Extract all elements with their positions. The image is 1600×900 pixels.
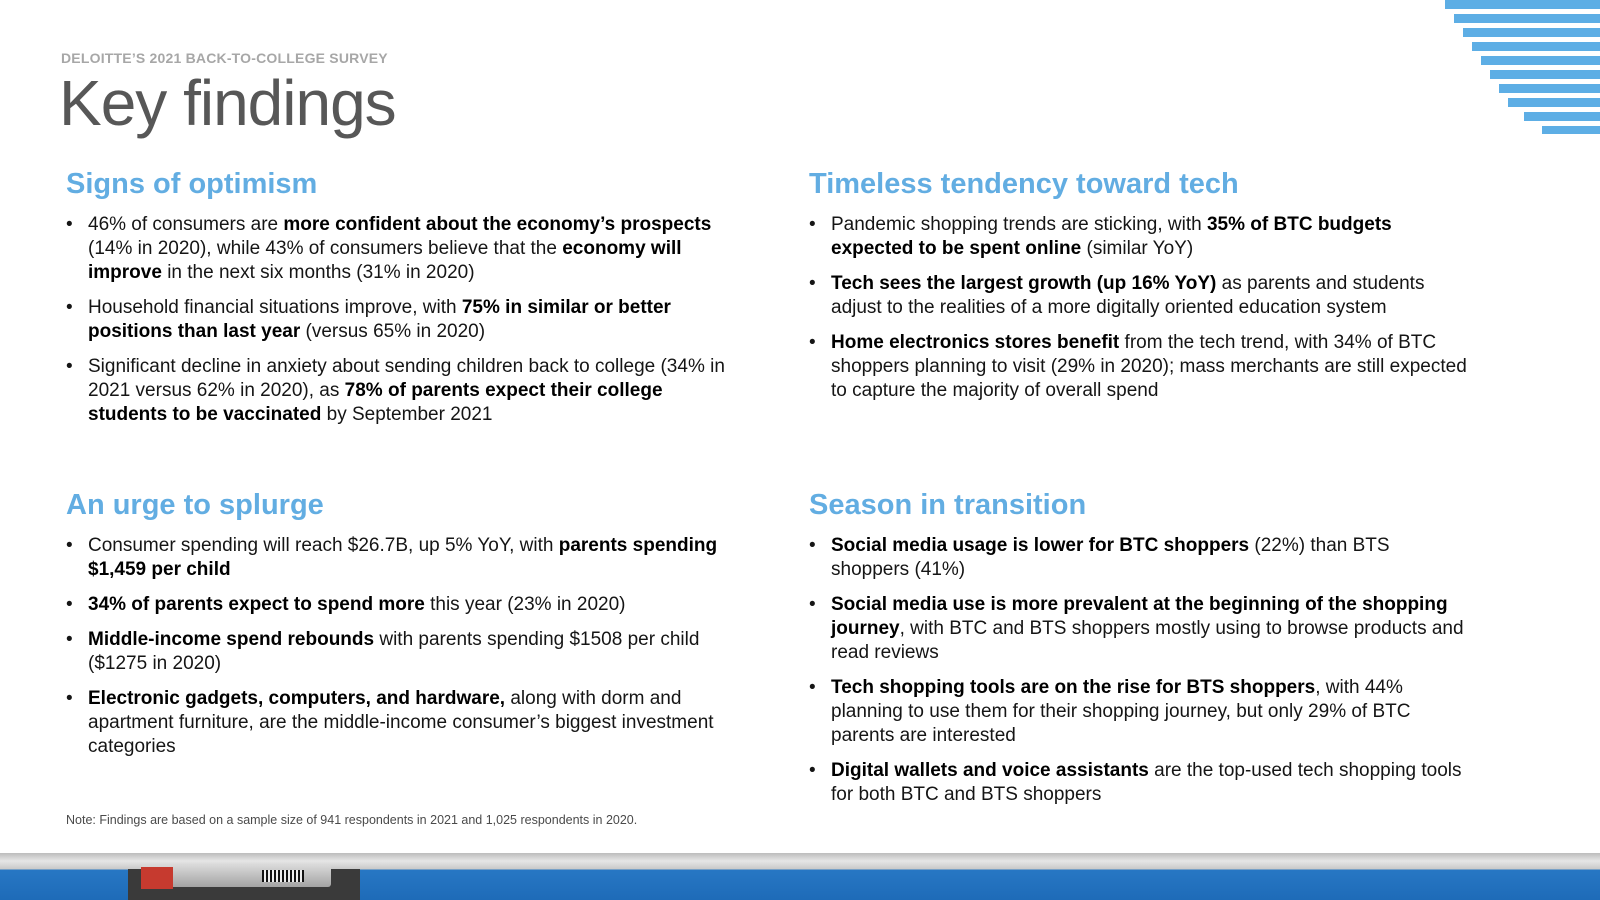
bullet-marker: • xyxy=(809,273,816,294)
section-heading: Timeless tendency toward tech xyxy=(809,168,1239,200)
bullet-marker: • xyxy=(66,688,73,709)
finding-highlight: 78% of parents expect their college students to be vaccinated xyxy=(88,380,663,425)
bullet-marker: • xyxy=(809,332,816,353)
bullet-marker: • xyxy=(809,214,816,235)
blue-stripes-graphic xyxy=(1445,0,1600,145)
page-title: Key findings xyxy=(59,67,396,139)
finding-highlight: Electronic gadgets, computers, and hardware, xyxy=(88,688,506,709)
finding-text: Pandemic shopping trends are sticking, with xyxy=(831,214,1207,235)
bullet-marker: • xyxy=(66,214,73,235)
finding-text: (22%) than BTS shoppers (41%) xyxy=(831,535,1390,580)
finding-highlight: more confident about the economy’s prospects xyxy=(283,214,712,235)
stripe xyxy=(1454,14,1600,23)
stripe xyxy=(1490,70,1600,79)
finding-item xyxy=(809,213,1469,261)
stripe xyxy=(1463,28,1600,37)
finding-highlight: Tech sees the largest growth (up 16% YoY) xyxy=(831,273,1217,294)
finding-text: from the tech trend, with 34% of BTC shoppers planning to visit (29% in 2020); mass merchants are still expected to capture the majority of overall spend xyxy=(831,332,1467,401)
finding-highlight: Middle-income spend rebounds xyxy=(88,629,375,650)
barcode xyxy=(262,870,304,882)
eyebrow-label: DELOITTE’S 2021 BACK-TO-COLLEGE SURVEY xyxy=(61,50,388,66)
finding-text: (versus 65% in 2020) xyxy=(300,321,486,342)
finding-item xyxy=(66,628,726,676)
finding-text: in the next six months (31% in 2020) xyxy=(161,262,475,283)
finding-text: by September 2021 xyxy=(321,404,493,425)
finding-text: along with dorm and apartment furniture, are the middle-income consumer’s biggest investment categories xyxy=(88,688,714,757)
finding-highlight: 75% in similar or better positions than last year xyxy=(88,297,671,342)
finding-item xyxy=(66,534,726,582)
finding-item xyxy=(66,593,726,617)
section-season-in-transition xyxy=(809,489,1469,818)
bullet-marker: • xyxy=(809,760,816,781)
findings-list xyxy=(809,213,1469,403)
finding-item xyxy=(809,759,1469,807)
finding-text: Consumer spending will reach $26.7B, up 5% YoY, with xyxy=(88,535,559,556)
stripe xyxy=(1499,84,1600,93)
whiteboard-marker-photo xyxy=(0,853,1600,900)
bullet-marker: • xyxy=(66,356,73,377)
finding-highlight: economy will improve xyxy=(88,238,682,283)
marker-cap xyxy=(141,867,173,889)
finding-highlight: parents spending $1,459 per child xyxy=(88,535,718,580)
finding-highlight: 35% of BTC budgets expected to be spent online xyxy=(831,214,1392,259)
stripe xyxy=(1524,112,1600,121)
stripe xyxy=(1508,98,1600,107)
finding-text: (similar YoY) xyxy=(1081,238,1194,259)
section-heading: Signs of optimism xyxy=(66,168,318,200)
finding-item xyxy=(809,593,1469,665)
finding-highlight: Home electronics stores benefit xyxy=(831,332,1120,353)
finding-text: are the top-used tech shopping tools for both BTC and BTS shoppers xyxy=(831,760,1462,805)
bullet-marker: • xyxy=(809,594,816,615)
finding-item xyxy=(66,687,726,759)
finding-item xyxy=(809,331,1469,403)
stripe xyxy=(1445,0,1600,9)
finding-highlight: 34% of parents expect to spend more xyxy=(88,594,425,615)
findings-list xyxy=(809,534,1469,807)
finding-text: with parents spending $1508 per child ($1275 in 2020) xyxy=(88,629,700,674)
section-heading: Season in transition xyxy=(809,489,1087,521)
bullet-marker: • xyxy=(809,677,816,698)
finding-text: as parents and students adjust to the realities of a more digitally oriented education system xyxy=(831,273,1425,318)
bullet-marker: • xyxy=(66,594,73,615)
finding-text: , with 44% planning to use them for their shopping journey, but only 29% of BTC parents are interested xyxy=(831,677,1411,746)
section-an-urge-to-splurge xyxy=(66,489,726,770)
footnote: Note: Findings are based on a sample size of 941 respondents in 2021 and 1,025 respondents in 2020. xyxy=(66,813,638,827)
stripe xyxy=(1472,42,1600,51)
finding-highlight: Digital wallets and voice assistants xyxy=(831,760,1149,781)
stripe xyxy=(1481,56,1600,65)
finding-item xyxy=(66,355,726,427)
section-heading: An urge to splurge xyxy=(66,489,324,521)
section-signs-of-optimism xyxy=(66,168,726,438)
finding-item xyxy=(66,296,726,344)
finding-text: Household financial situations improve, with xyxy=(88,297,462,318)
finding-item xyxy=(809,534,1469,582)
stripe xyxy=(1542,126,1600,134)
finding-text: 46% of consumers are xyxy=(88,214,284,235)
findings-list xyxy=(66,534,726,759)
finding-text: , with BTC and BTS shoppers mostly using to browse products and read reviews xyxy=(831,618,1464,663)
finding-item xyxy=(809,272,1469,320)
bullet-marker: • xyxy=(809,535,816,556)
finding-text: this year (23% in 2020) xyxy=(424,594,626,615)
bullet-marker: • xyxy=(66,535,73,556)
finding-item xyxy=(66,213,726,285)
finding-highlight: Social media usage is lower for BTC shoppers xyxy=(831,535,1250,556)
finding-text: Significant decline in anxiety about sending children back to college (34% in 2021 versus 62% in 2020), as xyxy=(88,356,725,401)
section-timeless-tendency-toward-tech xyxy=(809,168,1469,414)
finding-highlight: Tech shopping tools are on the rise for BTS shoppers xyxy=(831,677,1316,698)
bullet-marker: • xyxy=(66,629,73,650)
findings-list xyxy=(66,213,726,427)
finding-item xyxy=(809,676,1469,748)
finding-text: (14% in 2020), while 43% of consumers believe that the xyxy=(88,238,563,259)
finding-highlight: Social media use is more prevalent at the beginning of the shopping journey xyxy=(831,594,1448,639)
bullet-marker: • xyxy=(66,297,73,318)
